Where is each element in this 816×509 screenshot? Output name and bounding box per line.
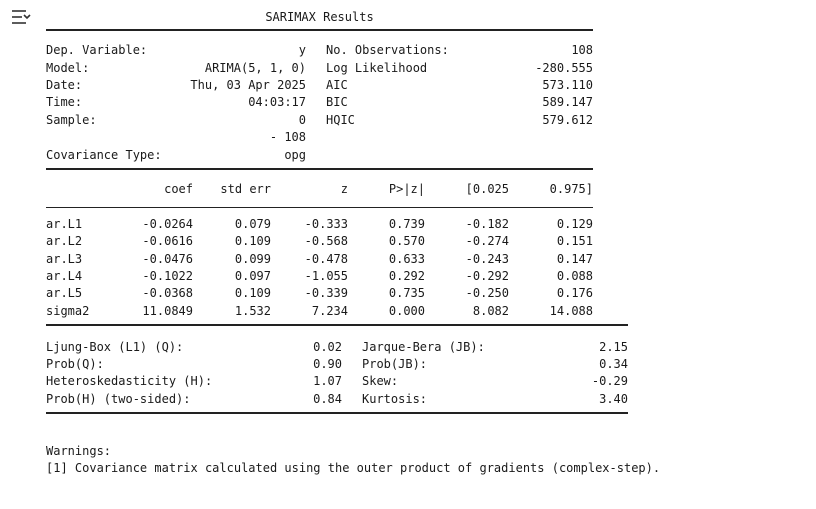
coef-header-z: z [340,182,348,196]
coef-cell: 0.176 [556,286,593,300]
diag-value: -0.29 [591,374,628,388]
coef-cell: 1.532 [234,304,271,318]
diag-label: Prob(JB): [362,357,428,371]
coef-cell: -0.250 [465,286,509,300]
info-label-time: Time: [46,95,83,109]
coef-cell: -0.243 [465,252,509,266]
info-value-covariance-type: opg [284,148,306,162]
table-title: SARIMAX Results [265,10,374,24]
coef-cell: 0.099 [234,252,271,266]
coef-cell: 0.129 [556,217,593,231]
info-label-aic: AIC [326,78,348,92]
diag-value: 0.84 [313,392,342,406]
coef-cell: -1.055 [304,269,348,283]
info-label-covariance-type: Covariance Type: [46,148,162,162]
info-value-date: Thu, 03 Apr 2025 [190,78,306,92]
coef-cell: 0.739 [388,217,425,231]
info-value-loglik: -280.555 [535,61,593,75]
diag-value: 2.15 [599,340,628,354]
coef-cell: -0.292 [465,269,509,283]
diag-value: 0.90 [313,357,342,371]
info-value-sample-end: - 108 [269,130,306,144]
coef-cell: 0.000 [388,304,425,318]
coef-cell: -0.0264 [142,217,193,231]
coef-cell: -0.274 [465,234,509,248]
coef-cell: 0.109 [234,286,271,300]
coef-cell: 0.097 [234,269,271,283]
coef-cell: 0.147 [556,252,593,266]
coef-header-coef: coef [164,182,193,196]
coef-cell: -0.568 [304,234,348,248]
info-label-date: Date: [46,78,83,92]
coef-header-ci-high: 0.975] [549,182,593,196]
info-label-nobs: No. Observations: [326,43,449,57]
info-value-bic: 589.147 [542,95,593,109]
coef-cell: -0.333 [304,217,348,231]
warnings-title: Warnings: [46,444,112,458]
diag-value: 1.07 [313,374,342,388]
coef-cell: 0.109 [234,234,271,248]
info-value-dep-variable: y [298,43,306,57]
info-label-loglik: Log Likelihood [326,61,428,75]
coef-cell: 8.082 [472,304,509,318]
coef-cell: 14.088 [549,304,593,318]
top-double-rule [46,29,593,31]
coef-row-name: sigma2 [46,304,90,318]
collapse-output-icon[interactable] [10,8,34,30]
diag-value: 3.40 [599,392,628,406]
coef-row-name: ar.L4 [46,269,83,283]
coef-cell: -0.0368 [142,286,193,300]
diag-label: Heteroskedasticity (H): [46,374,213,388]
coef-cell: 0.079 [234,217,271,231]
info-label-bic: BIC [326,95,348,109]
coef-header-ci-low: [0.025 [465,182,509,196]
middle-double-rule [46,168,593,170]
coef-header-pvalue: P>|z| [388,182,425,196]
diag-label: Skew: [362,374,399,388]
coef-cell: -0.339 [304,286,348,300]
info-value-model: ARIMA(5, 1, 0) [204,61,306,75]
coef-cell: 0.735 [388,286,425,300]
diag-label: Ljung-Box (L1) (Q): [46,340,184,354]
coef-cell: -0.182 [465,217,509,231]
diagnostics-top-rule [46,324,628,326]
coef-cell: 7.234 [311,304,348,318]
info-label-model: Model: [46,61,90,75]
coef-row-name: ar.L5 [46,286,83,300]
info-value-time: 04:03:17 [248,95,306,109]
coef-row-name: ar.L2 [46,234,83,248]
coef-cell: 0.633 [388,252,425,266]
diag-label: Jarque-Bera (JB): [362,340,485,354]
coef-cell: 0.151 [556,234,593,248]
coef-header-std-err: std err [220,182,271,196]
coef-cell: -0.0476 [142,252,193,266]
coef-cell: -0.478 [304,252,348,266]
warning-item: [1] Covariance matrix calculated using the outer product of gradients (complex-step). [46,461,661,475]
coef-cell: 0.570 [388,234,425,248]
coef-cell: 0.292 [388,269,425,283]
diag-value: 0.02 [313,340,342,354]
info-value-hqic: 579.612 [542,113,593,127]
info-label-hqic: HQIC [326,113,355,127]
diag-label: Prob(Q): [46,357,104,371]
diag-label: Prob(H) (two-sided): [46,392,191,406]
info-value-sample-start: 0 [298,113,306,127]
info-value-aic: 573.110 [542,78,593,92]
info-label-dep-variable: Dep. Variable: [46,43,148,57]
coef-row-name: ar.L1 [46,217,83,231]
coef-row-name: ar.L3 [46,252,83,266]
info-label-sample: Sample: [46,113,97,127]
coef-cell: 11.0849 [142,304,193,318]
info-value-nobs: 108 [571,43,593,57]
coef-header-rule [46,207,593,208]
coef-cell: 0.088 [556,269,593,283]
diag-label: Kurtosis: [362,392,428,406]
coef-cell: -0.1022 [142,269,193,283]
diagnostics-bottom-rule [46,412,628,414]
coef-cell: -0.0616 [142,234,193,248]
diag-value: 0.34 [599,357,628,371]
